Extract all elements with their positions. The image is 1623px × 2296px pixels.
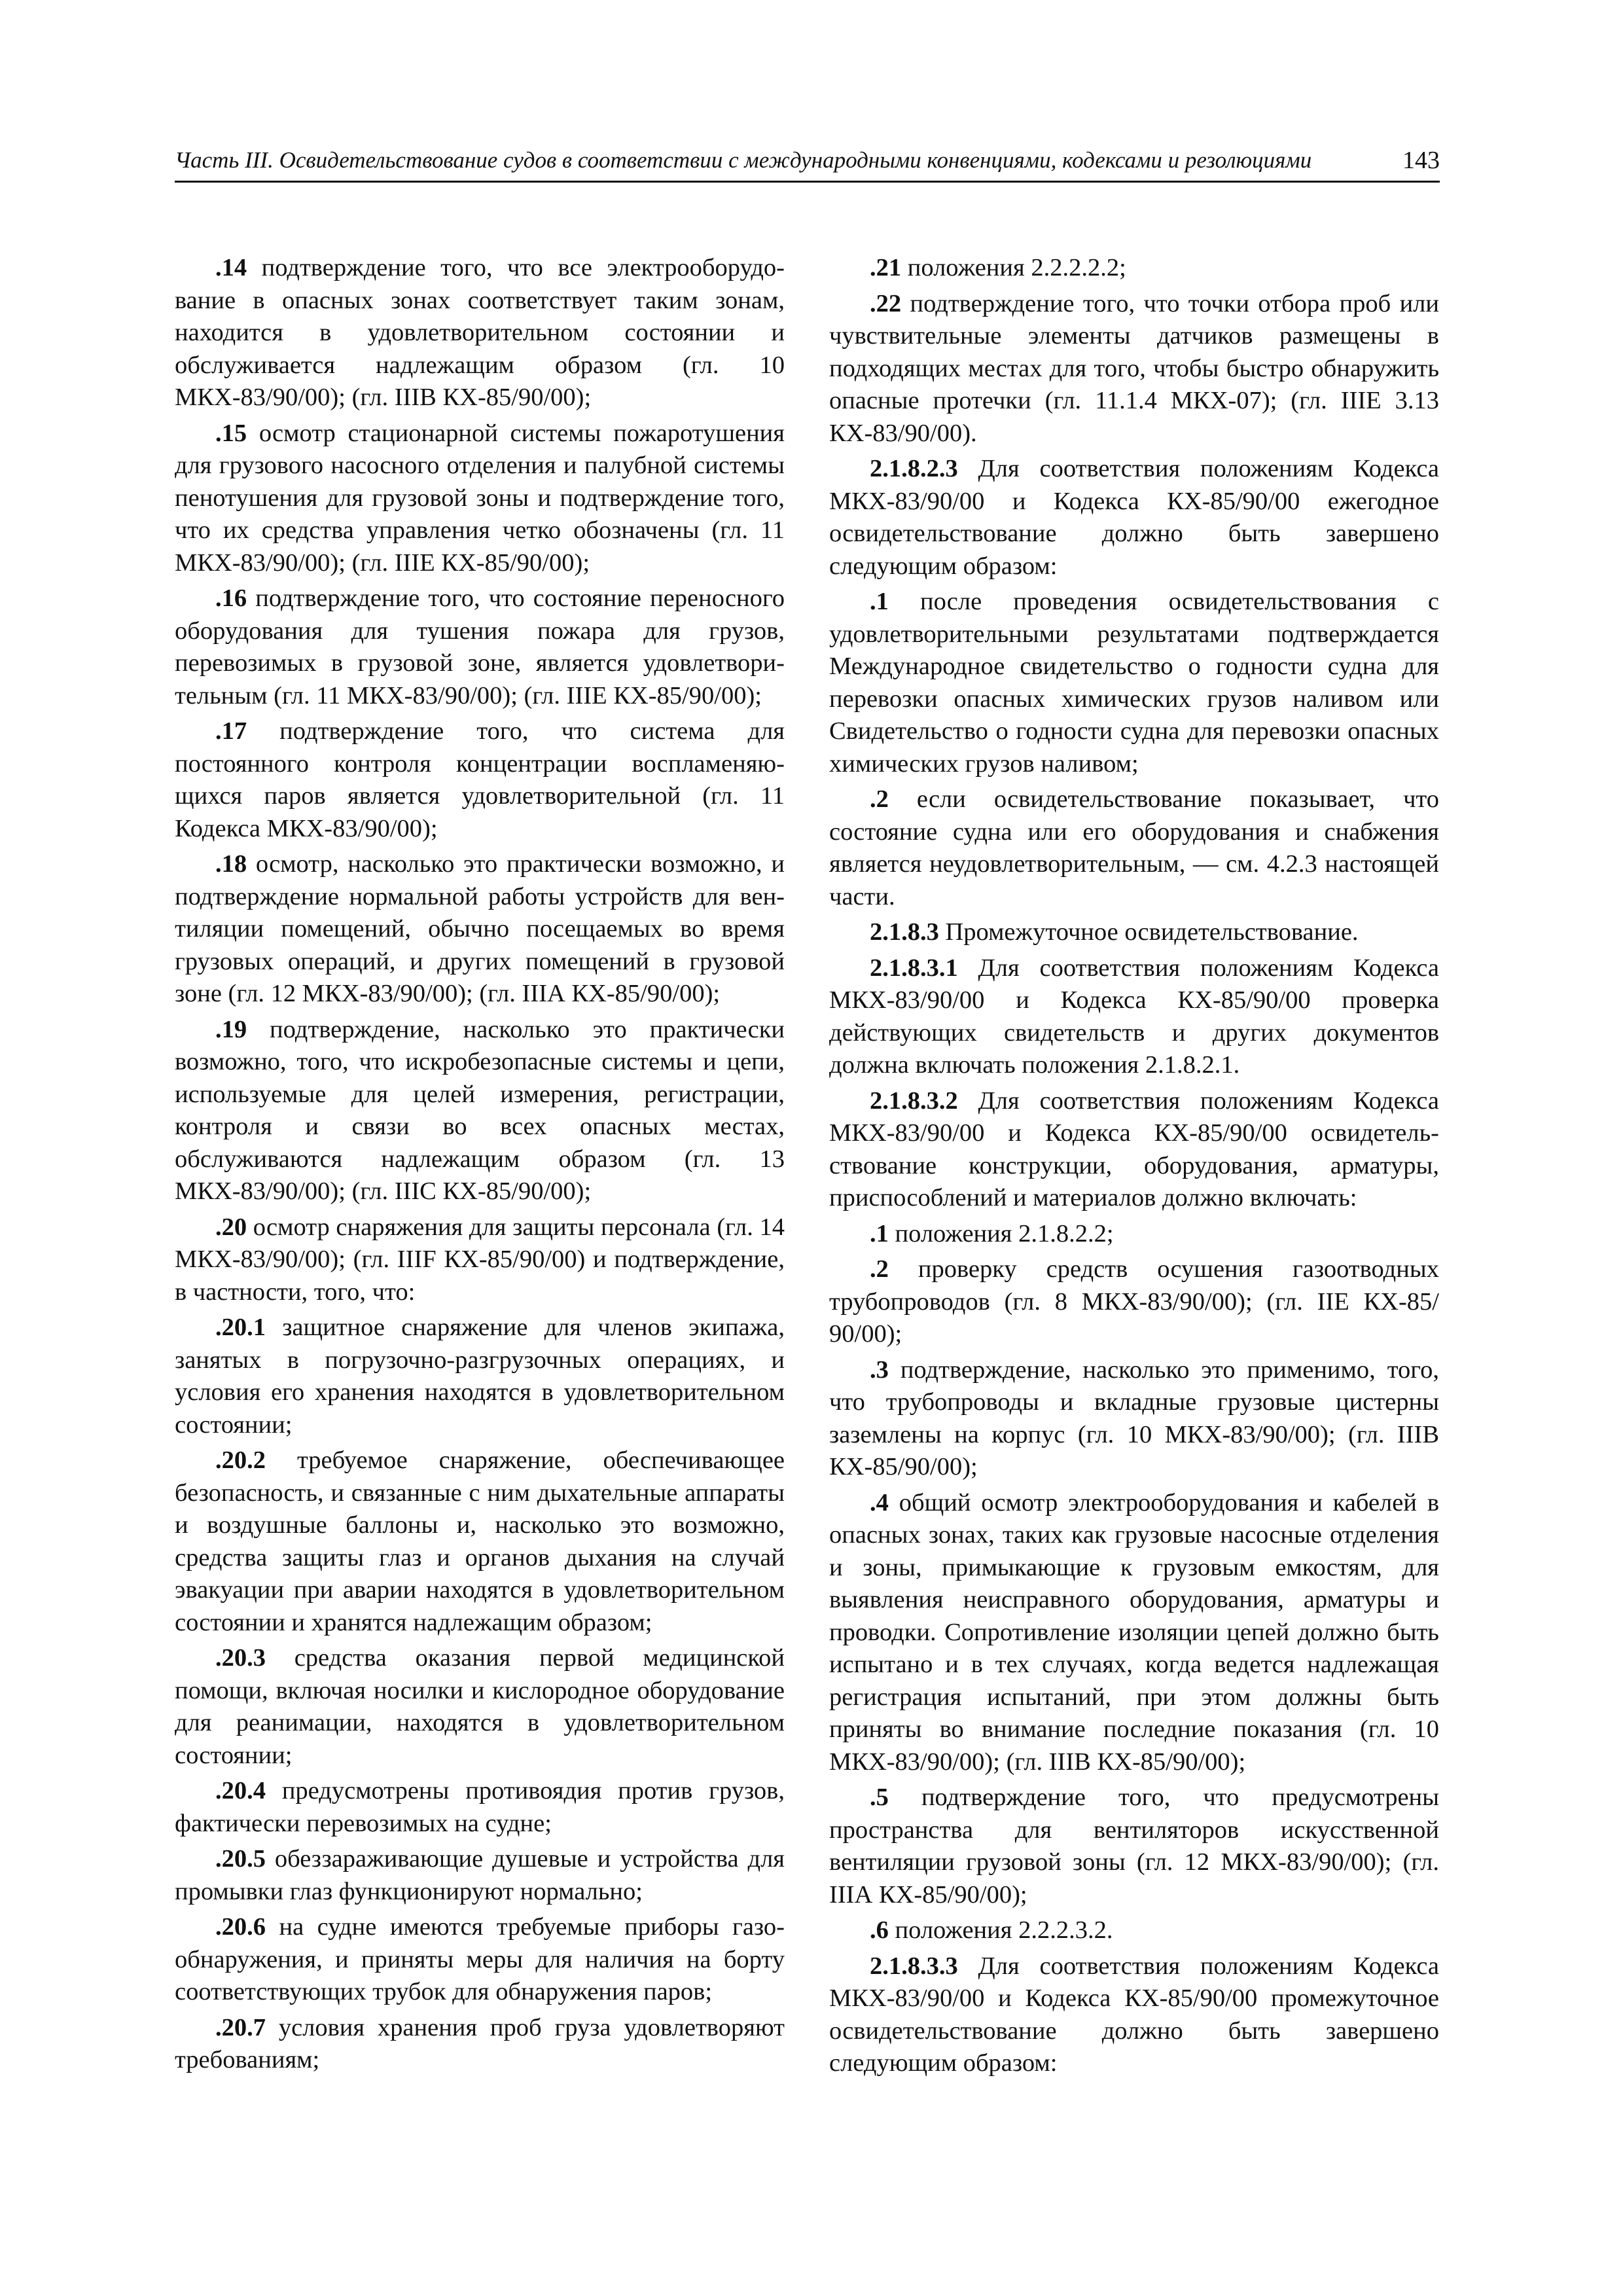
item-text: предусмотрены противоядия против грузов, фактически перевозимых на судне; [175,1777,785,1837]
item-text: подтверждение, насколько это применимо, того, что трубопроводы и вкладные грузовые цистерны заземлены на корпус (гл. 10 МКХ-83/90/00); (гл. IIIВ КХ-85/90/00); [829,1355,1439,1480]
item-number: 2.1.8.3.1 [870,954,958,982]
paragraph [829,453,1439,583]
item-number: 2.1.8.2.3 [870,455,958,482]
item-number: .15 [215,419,247,447]
item-text: Для соответствия положениям Кодекса МКХ-83/90/00 и Кодекса КХ-85/90/00 проверка действующих свидетельств и других документов должна включать положения 2.1.8.2.1. [829,954,1439,1079]
paragraph [175,418,785,580]
paragraph [175,1775,785,1840]
item-text: осмотр снаряжения для защиты персонала (гл. 14 МКХ-83/90/00); (гл. IIIF КХ-85/90/00) и подтверждение, в частности, того, что: [175,1213,785,1306]
item-number: 2.1.8.3 [870,918,939,946]
item-number: .20.6 [215,1913,266,1941]
item-text: общий осмотр электрооборудования и кабелей в опасных зонах, таких как грузовые насосные отделения и зоны, примыкающие к грузовым емкостям, для выявления неисправного оборудования, арматуры и проводки. Сопротивление изоляции цепей должно быть испытано и в тех случаях, когда ведется надлежащая регистрация испытаний, при этом должны быть приняты во внимание последние показания (гл. 10 МКХ-83/90/00); (гл. IIIВ КХ-85/90/00); [829,1488,1439,1776]
paragraph [829,916,1439,949]
item-number: .14 [215,254,247,281]
left-column [175,252,785,2080]
paragraph [829,1354,1439,1484]
paragraph [829,586,1439,780]
paragraph [829,252,1439,285]
item-number: .2 [870,1255,889,1283]
item-text: осмотр, насколько это практически возможно, и подтверждение нормальной работы устройств для вентиляции помещений, обычно посещаемых во время грузовых операций, и других помещений в грузовой зоне (гл. 12 МКХ-83/90/00); (гл. IIIА КХ-85/90/00); [175,850,785,1007]
item-text: положения 2.1.8.2.2; [888,1219,1114,1247]
item-number: .20.2 [215,1446,266,1474]
item-text: Для соответствия положениям Кодекса МКХ-83/90/00 и Кодекса КХ-85/90/00 промежуточное освидетельствование должно быть завершено следующим образом: [829,1952,1439,2077]
paragraph [829,1218,1439,1251]
paragraph [829,783,1439,913]
paragraph [175,1014,785,1208]
paragraph [829,1782,1439,1911]
item-number: .1 [870,588,889,615]
page-number: 143 [1402,147,1440,174]
item-number: .20.4 [215,1777,266,1804]
item-number: .18 [215,850,247,878]
item-number: 2.1.8.3.3 [870,1952,958,1980]
item-text: подтверждение того, что все электрооборудование в опасных зонах соответствует таким зонам, находится в удовлетворительном состоянии и обслуживается надлежащим образом (гл. 10 МКХ-83/90/00); (гл. IIIВ КХ-85/90/00); [175,254,785,411]
item-number: .3 [870,1355,889,1384]
item-number: .20.3 [215,1644,266,1672]
paragraph [175,1444,785,1639]
item-text: подтверждение того, что предусмотрены пространства для вентиляторов искусственной вентиляции грузовой зоны (гл. 12 МКХ-83/90/00); (гл. IIIА КХ-85/90/00); [829,1784,1439,1909]
item-text: подтверждение того, что система для постоянного контроля концентрации воспламеняющихся паров является удовлетворительной (гл. 11 Кодекса МКХ-83/90/00); [175,717,785,842]
item-text: Для соответствия положениям Кодекса МКХ-83/90/00 и Кодекса КХ-85/90/00 освидетельствование конструкции, оборудования, арматуры, приспособлений и материалов должно включать: [829,1086,1439,1211]
item-text: подтверждение того, что точки отбора проб или чувствительные элементы датчиков размещены в подходящих местах для того, чтобы быстро обнаружить опасные протечки (гл. 11.1.4 МКХ-07); (гл. IIIЕ 3.13 КХ-83/90/00). [829,289,1439,447]
paragraph [175,1843,785,1908]
item-number: .17 [215,717,247,745]
item-text: после проведения освидетельствования с удовлетворительными результатами подтверждается Международное свидетельство о годности судна для перевозки опасных химических грузов наливом или Свидетельство о годности судна для перевозки опасных химических грузов наливом; [829,588,1439,778]
item-number: .2 [870,785,889,813]
item-text: если освидетельствование показывает, что состояние судна или его оборудования и снабжения является неудовлетворительным, — см. 4.2.3 настоящей части. [829,785,1439,910]
paragraph [175,1312,785,1441]
item-number: .5 [870,1784,889,1811]
paragraph [829,952,1439,1082]
header-title: Часть III. Освидетельствование судов в соответствии с международными конвенциями, кодексами и резолюциями [175,147,1312,173]
item-number: .21 [870,254,902,281]
item-text: средства оказания первой медицинской помощи, включая носилки и кислородное оборудование для реанимации, находятся в удовлетворительном состоянии; [175,1644,785,1769]
item-number: .6 [870,1916,889,1944]
item-text: защитное снаряжение для членов экипажа, занятых в погрузочно-разгрузочных операциях, и условия его хранения находятся в удовлетворительном состоянии; [175,1314,785,1439]
right-column [829,252,1439,2083]
item-number: 2.1.8.3.2 [870,1086,958,1115]
paragraph [175,1642,785,1772]
item-number: .1 [870,1219,889,1247]
paragraph [829,1914,1439,1947]
item-text: на судне имеются требуемые приборы газообнаружения, и приняты меры для наличия на борту соответствующих трубок для обнаружения паров; [175,1913,785,2005]
paragraph [175,1211,785,1309]
item-text: Для соответствия положениям Кодекса МКХ-83/90/00 и Кодекса КХ-85/90/00 ежегодное освидетельствование должно быть завершено следующим образом: [829,455,1439,580]
paragraph [175,252,785,414]
item-number: .20.1 [215,1314,266,1341]
paragraph [829,1085,1439,1215]
item-number: .19 [215,1015,247,1043]
item-text: осмотр стационарной системы пожаротушения для грузового насосного отделения и палубной системы пенотушения для грузовой зоны и подтверждение того, что их средства управления четко обозначены (гл. 11 МКХ-83/90/00); (гл. IIIЕ КХ-85/90/00); [175,419,785,577]
item-text: условия хранения проб груза удовлетворяют требованиям; [175,2013,785,2073]
item-number: .20.5 [215,1845,266,1873]
item-text: требуемое снаряжение, обеспечивающее безопасность, и связанные с ним дыхательные аппараты и воздушные баллоны и, насколько это возможно, средства защиты глаз и органов дыхания на случай эвакуации при аварии находятся в удовлетворительном состоянии и хранятся надлежащим образом; [175,1446,785,1636]
item-number: .20.7 [215,2013,266,2041]
item-text: подтверждение, насколько это практически возможно, того, что искробезопасные системы и цепи, используемые для целей измерения, регистрации, контроля и связи во всех опасных местах, обслуживаются надлежащим образом (гл. 13 МКХ-83/90/00); (гл. IIIС КХ-85/90/00); [175,1015,785,1205]
item-text: обеззараживающие душевые и устройства для промывки глаз функционируют нормально; [175,1845,785,1905]
item-number: .22 [870,289,902,317]
item-number: .16 [215,584,247,612]
paragraph [175,715,785,845]
item-text: проверку средств осушения газоотводных трубопроводов (гл. 8 МКХ-83/90/00); (гл. IIЕ КХ-85/ 90/00); [829,1255,1439,1348]
item-text: положения 2.2.2.2.2; [901,254,1126,281]
paragraph [175,1911,785,2009]
paragraph [829,1253,1439,1351]
item-text: подтверждение того, что состояние переносного оборудования для тушения пожара для грузов, перевозимых в грузовой зоне, является удовлетворительным (гл. 11 МКХ-83/90/00); (гл. IIIЕ КХ-85/90/00); [175,584,785,709]
item-number: .20 [215,1213,247,1241]
paragraph [175,848,785,1011]
paragraph [829,288,1439,450]
item-text: положения 2.2.2.3.2. [888,1916,1113,1944]
paragraph [175,583,785,712]
item-number: .4 [870,1488,889,1516]
paragraph [829,1950,1439,2080]
running-header [175,148,1440,183]
paragraph [175,2012,785,2077]
paragraph [829,1487,1439,1779]
item-text: Промежуточное освидетельствование. [938,918,1359,946]
